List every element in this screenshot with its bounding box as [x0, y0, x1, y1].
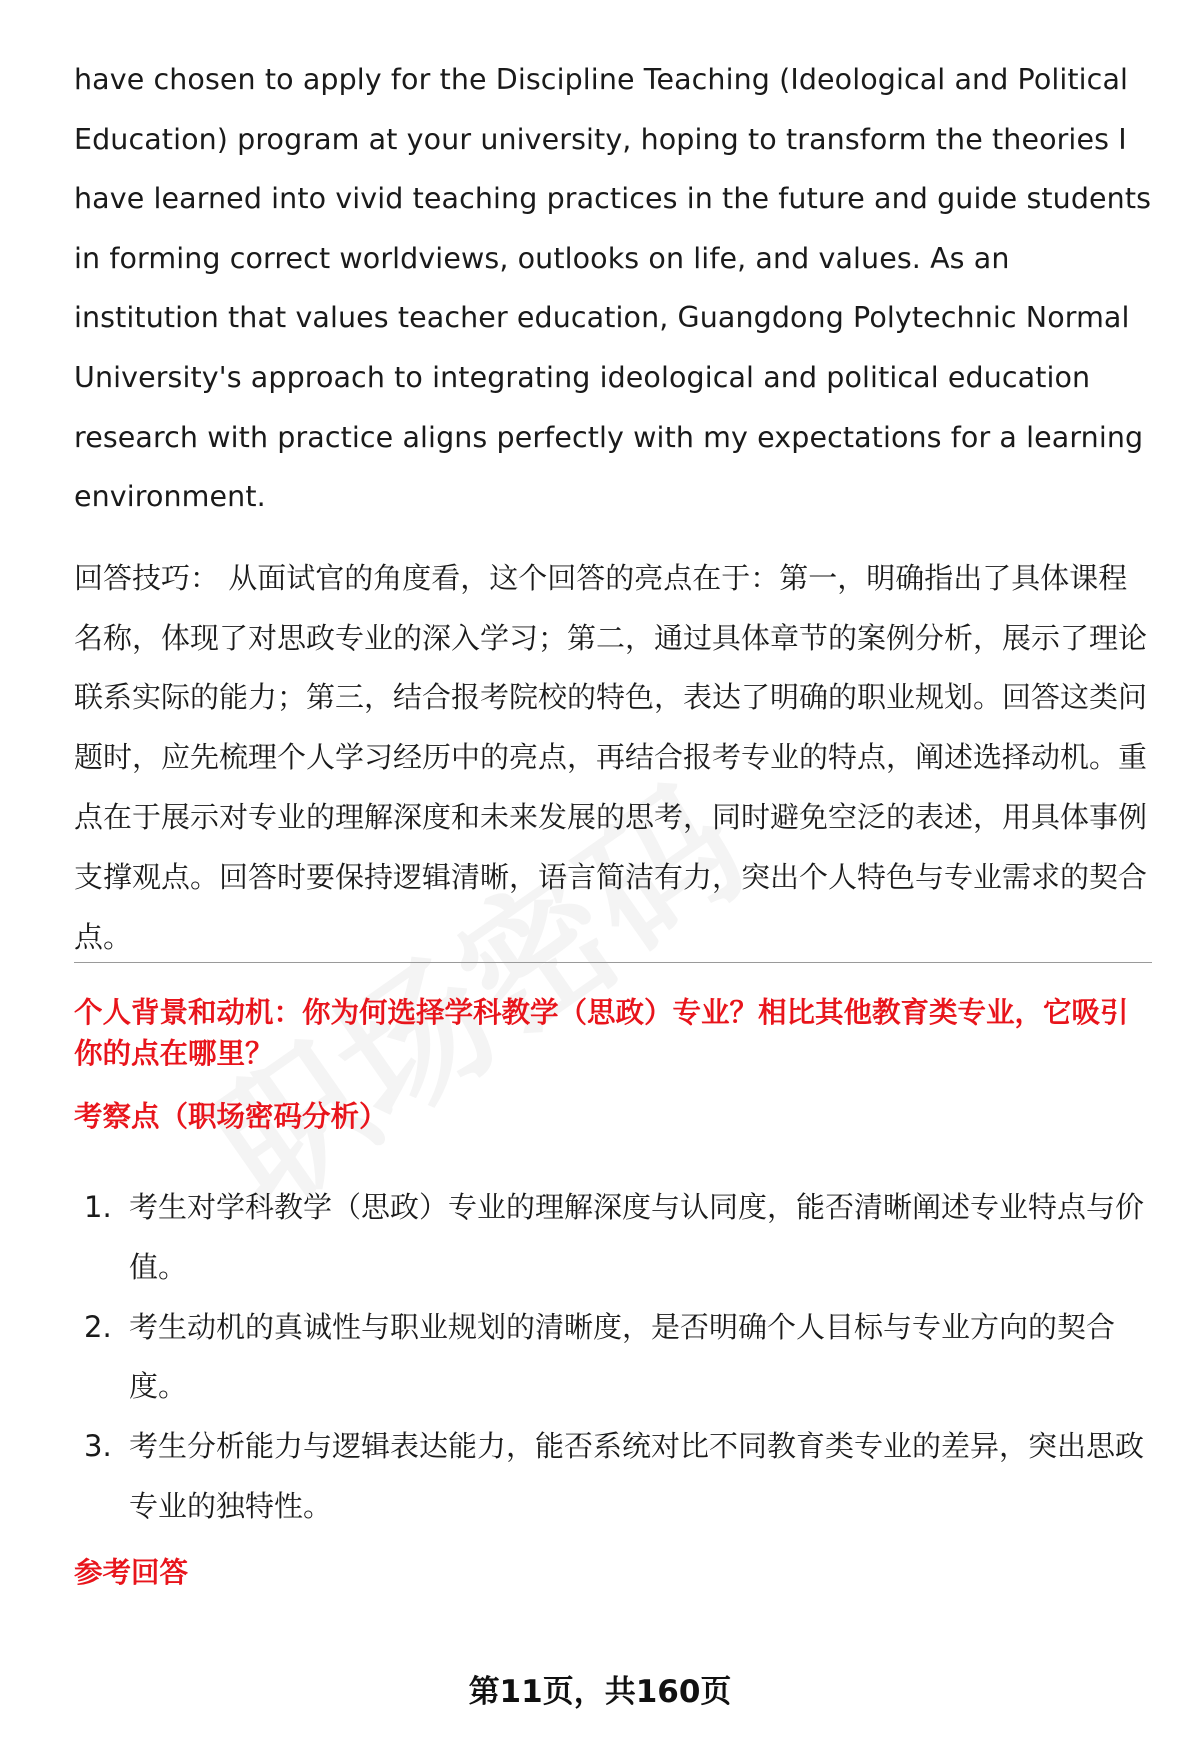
answer-tip [74, 549, 1152, 968]
english-answer-paragraph: have chosen to apply for the Discipline Teaching (Ideological and Political Education) program at your university, hoping to transform the theories I have learned into vivid teaching practices in the future and guide students in forming correct worldviews, outlooks on life, and values. As an institution that values teacher education, Guangdong Polytechnic Normal University's approach to integrating ideological and political education research with practice aligns perfectly with my expectations for a learning environment. [74, 63, 1152, 514]
document-body [74, 50, 1152, 967]
question-heading: 个人背景和动机：你为何选择学科教学（思政）专业？相比其他教育类专业，它吸引你的点在哪里？ [74, 996, 1129, 1070]
page-number-footer: 第11页，共160页 [468, 1674, 732, 1710]
list-item-text: 考生对学科教学（思政）专业的理解深度与认同度，能否清晰阐述专业特点与价值。 [129, 1190, 1145, 1284]
list-item [74, 1417, 1152, 1537]
section-divider [74, 962, 1152, 963]
reference-answer-heading: 参考回答 [74, 1556, 189, 1589]
answer-tip-label: 回答技巧： [74, 560, 220, 595]
analysis-points-list [74, 1178, 1152, 1537]
list-item [74, 1298, 1152, 1418]
list-item-number: 2. [84, 1309, 112, 1344]
list-item-text: 考生分析能力与逻辑表达能力，能否系统对比不同教育类专业的差异，突出思政专业的独特性。 [129, 1429, 1145, 1523]
analysis-heading: 考察点（职场密码分析） [74, 1100, 388, 1133]
answer-tip-text: 从面试官的角度看，这个回答的亮点在于：第一，明确指出了具体课程名称，体现了对思政专业的深入学习；第二，通过具体章节的案例分析，展示了理论联系实际的能力；第三，结合报考院校的特色，表达了明确的职业规划。回答这类问题时，应先梳理个人学习经历中的亮点，再结合报考专业的特点，阐述选择动机。重点在于展示对专业的理解深度和未来发展的思考，同时避免空泛的表述，用具体事例支撑观点。回答时要保持逻辑清晰，语言简洁有力，突出个人特色与专业需求的契合点。 [74, 560, 1148, 954]
list-item [74, 1178, 1152, 1298]
list-item-number: 3. [84, 1429, 112, 1464]
list-item-text: 考生动机的真诚性与职业规划的清晰度，是否明确个人目标与专业方向的契合度。 [129, 1309, 1116, 1404]
list-item-number: 1. [84, 1190, 112, 1224]
